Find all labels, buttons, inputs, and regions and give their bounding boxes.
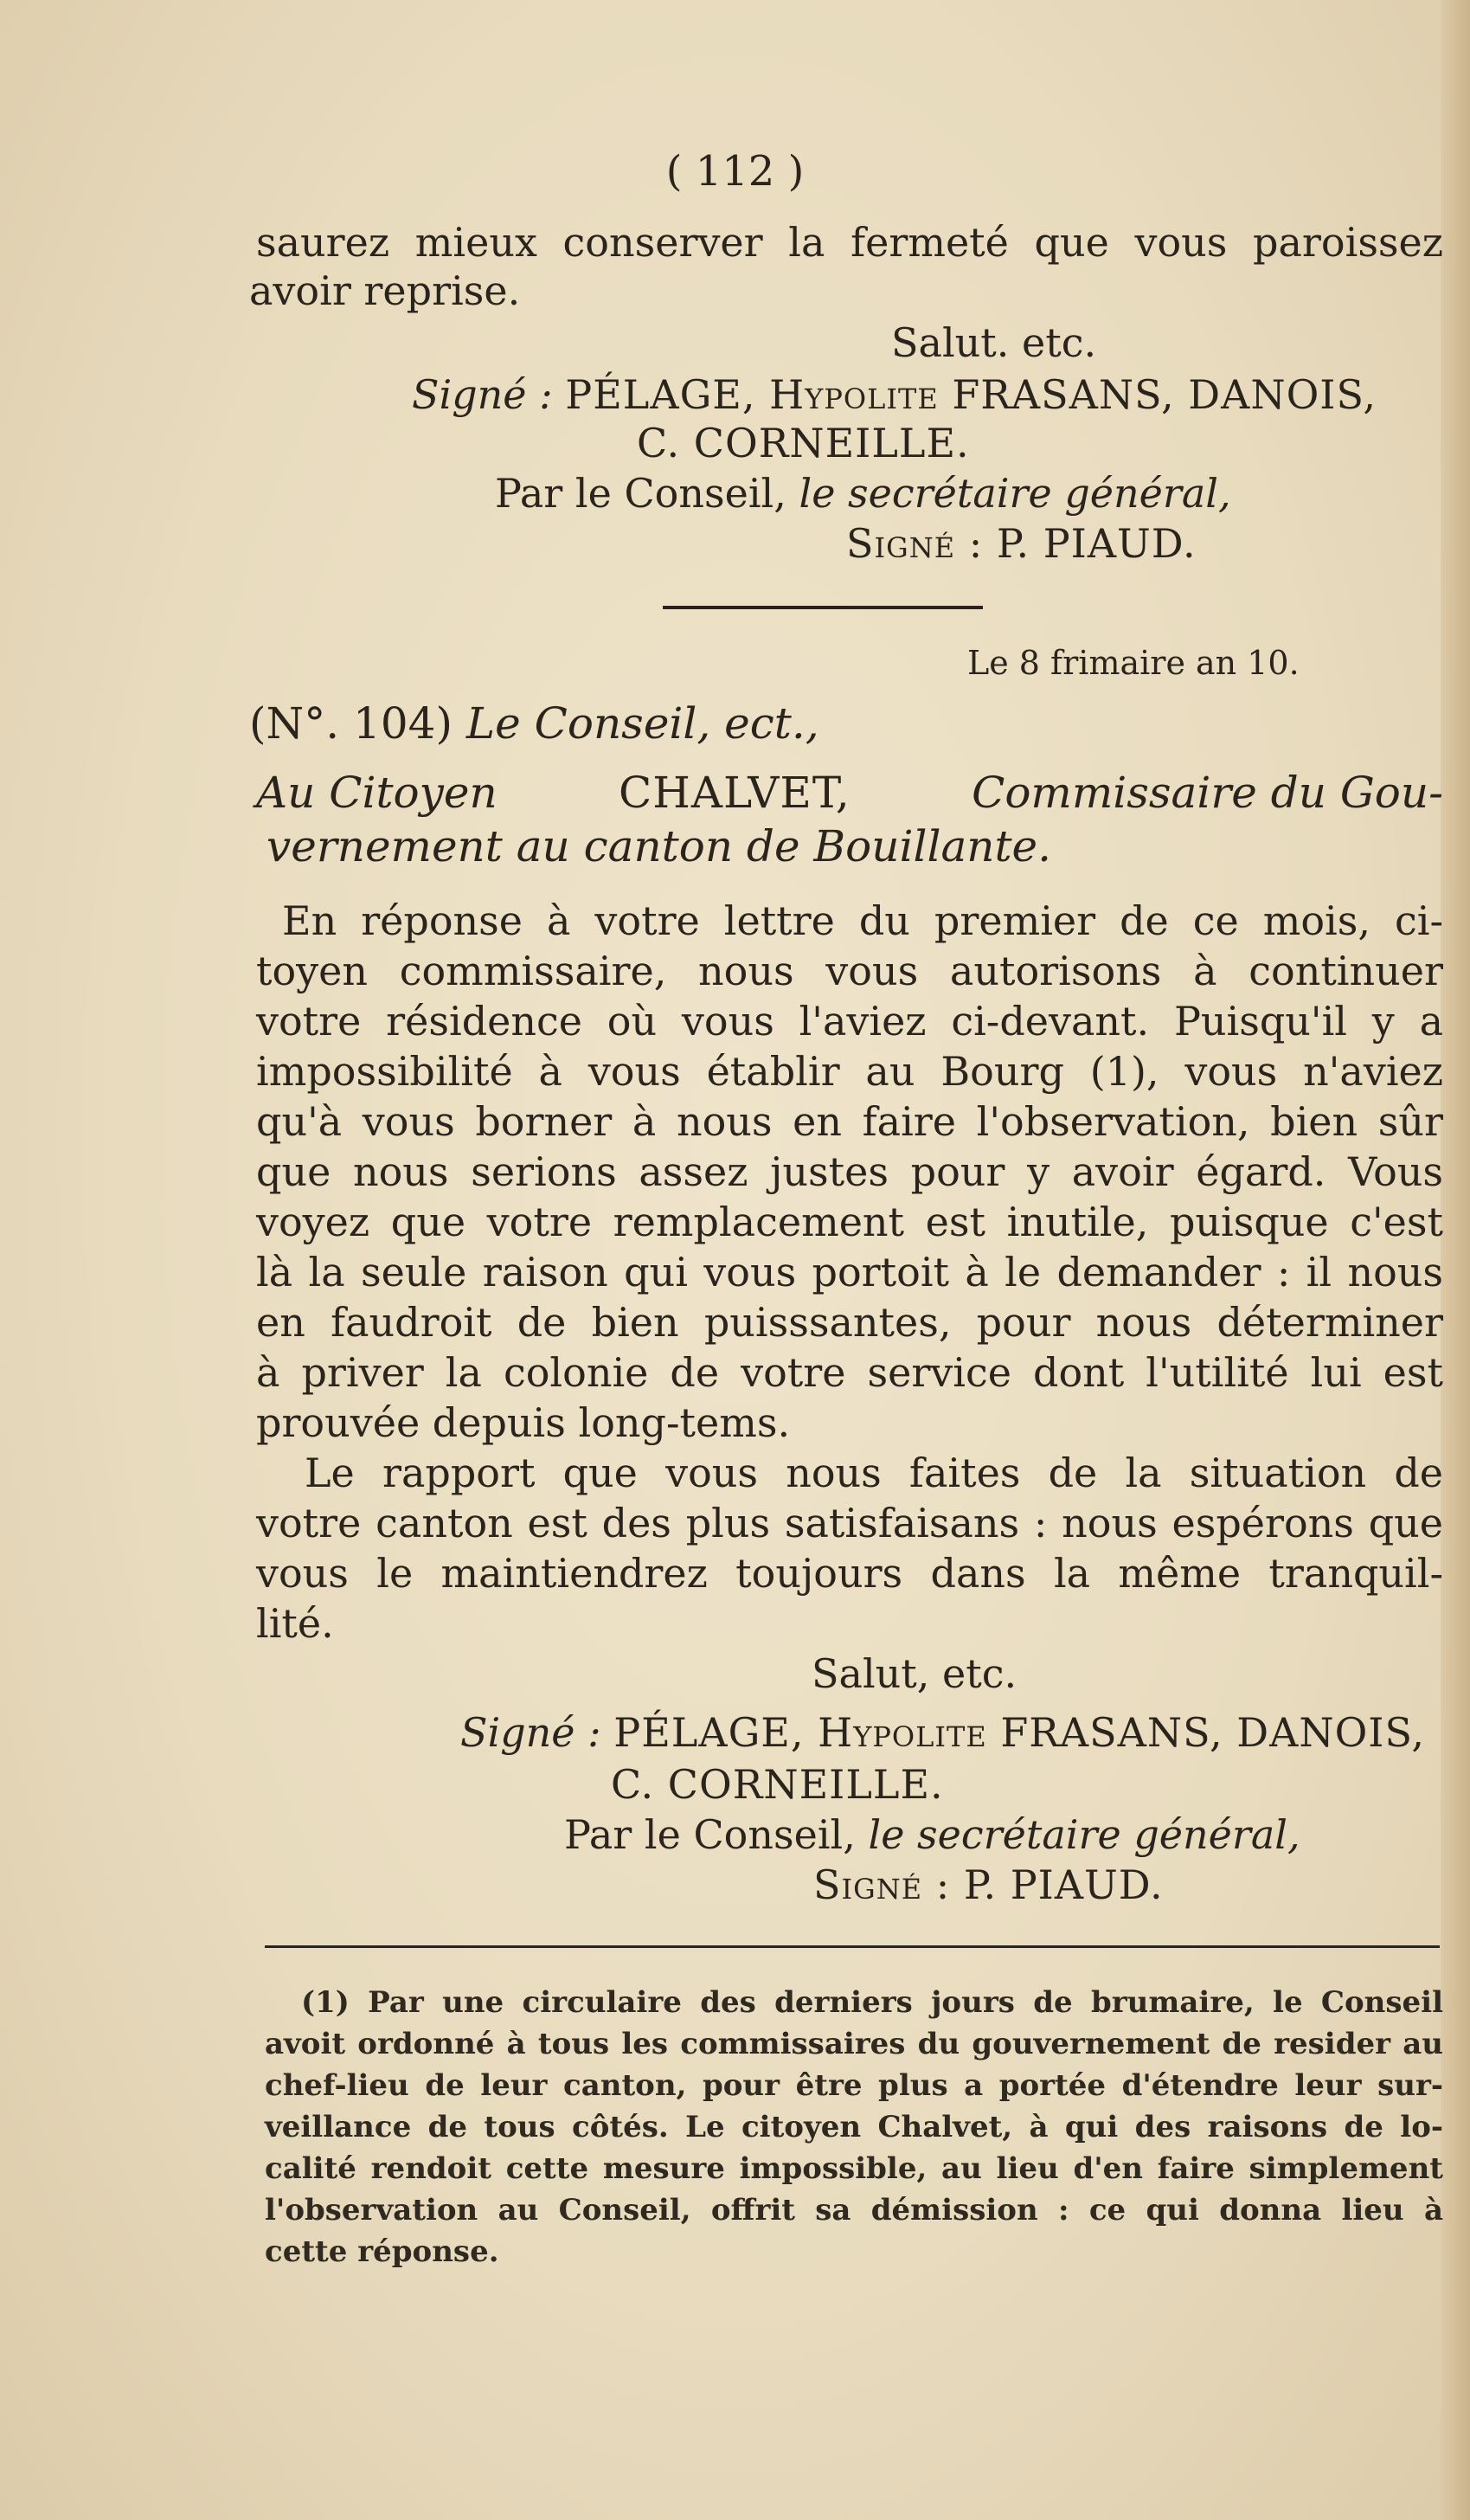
paragraph-line: à priver la colonie de votre service dont l'utilité lui est xyxy=(256,1349,1443,1396)
letter1-signatories-2: C. CORNEILLE. xyxy=(637,420,970,466)
footnote-line: cette réponse. xyxy=(265,2234,499,2269)
footnote-divider xyxy=(265,1945,1440,1948)
letter1-par-le-conseil xyxy=(495,469,1231,518)
signe-label: Signé : xyxy=(460,1709,601,1756)
paragraph-line: impossibilité à vous établir au Bourg (1), vous n'aviez xyxy=(256,1048,1443,1095)
letter2-date: Le 8 frimaire an 10. xyxy=(967,644,1300,682)
address-suffix: Commissaire du Gou- xyxy=(972,768,1443,818)
secretaire-general: le secrétaire général, xyxy=(799,470,1231,517)
paragraph-line: que nous serions assez justes pour y avoir égard. Vous xyxy=(256,1148,1443,1195)
letter2-salut: Salut, etc. xyxy=(812,1650,1017,1697)
paragraph-line: là la seule raison qui vous portoit à le demander : il nous xyxy=(256,1249,1443,1295)
paragraph-line: votre résidence où vous l'aviez ci-devant. Puisqu'il y a xyxy=(256,998,1443,1045)
footnote-line: veillance de tous côtés. Le citoyen Chalvet, à qui des raisons de lo- xyxy=(265,2110,1443,2144)
paragraph-line: En réponse à votre lettre du premier de ce mois, ci- xyxy=(282,897,1443,944)
letter1-signe-piaud: Signé : P. PIAUD. xyxy=(846,520,1197,567)
paragraph-line: qu'à vous borner à nous en faire l'observation, bien sûr xyxy=(256,1098,1443,1145)
page-number: ( 112 ) xyxy=(665,147,805,196)
letter-number: (N°. 104) xyxy=(249,698,453,749)
footnote-line: (1) Par une circulaire des derniers jours de brumaire, le Conseil xyxy=(301,1985,1443,2020)
letter1-signatories xyxy=(412,370,1377,419)
paragraph-line: toyen commissaire, nous vous autorisons à continuer xyxy=(256,948,1443,994)
letter2-signatories xyxy=(460,1708,1425,1757)
footnote-line: avoit ordonné à tous les commissaires du gouvernement de resider au xyxy=(265,2027,1443,2061)
letter2-par-le-conseil xyxy=(564,1810,1300,1859)
paragraph-line: prouvée depuis long-tems. xyxy=(256,1399,791,1446)
signatories-names: PÉLAGE, Hypolite FRASANS, DANOIS, xyxy=(613,1709,1425,1756)
letter1-line: avoir reprise. xyxy=(249,267,521,314)
letter1-salut: Salut. etc. xyxy=(891,319,1097,366)
footnote-line: calité rendoit cette mesure impossible, au lieu d'en faire simplement xyxy=(265,2151,1443,2186)
paragraph-line: en faudroit de bien puisssantes, pour nous déterminer xyxy=(256,1299,1443,1346)
letter2-heading xyxy=(249,699,819,748)
letter2-signe-piaud: Signé : P. PIAUD. xyxy=(813,1861,1164,1908)
secretaire-general: le secrétaire général, xyxy=(868,1811,1300,1858)
paragraph-line: voyez que votre remplacement est inutile, puisque c'est xyxy=(256,1199,1443,1245)
paragraph-line: Le rapport que vous nous faites de la situation de xyxy=(305,1450,1443,1496)
letter2-address-2: vernement au canton de Bouillante. xyxy=(266,821,1052,871)
footnote-line: l'observation au Conseil, offrit sa démission : ce qui donna lieu à xyxy=(265,2193,1443,2228)
address-name: CHALVET, xyxy=(619,768,851,818)
par-le-conseil: Par le Conseil, xyxy=(495,470,786,517)
par-le-conseil: Par le Conseil, xyxy=(564,1811,856,1858)
address-prefix: Au Citoyen xyxy=(256,768,497,818)
letter1-line: saurez mieux conserver la fermeté que vous paroissez xyxy=(256,219,1443,266)
letter2-address-1 xyxy=(256,768,1443,817)
paragraph-line: vous le maintiendrez toujours dans la même tranquil- xyxy=(256,1550,1443,1597)
signe-label: Signé : xyxy=(412,371,553,418)
signatories-names: PÉLAGE, Hypolite FRASANS, DANOIS, xyxy=(565,371,1377,418)
page-edge xyxy=(1441,0,1470,2520)
short-divider xyxy=(663,606,983,609)
paragraph-line: votre canton est des plus satisfaisans : nous espérons que xyxy=(256,1500,1443,1546)
letter-header-title: Le Conseil, ect., xyxy=(465,698,819,749)
footnote-line: chef-lieu de leur canton, pour être plus a portée d'étendre leur sur- xyxy=(265,2068,1443,2103)
paragraph-line: lité. xyxy=(256,1600,334,1647)
letter2-signatories-2: C. CORNEILLE. xyxy=(611,1761,944,1808)
